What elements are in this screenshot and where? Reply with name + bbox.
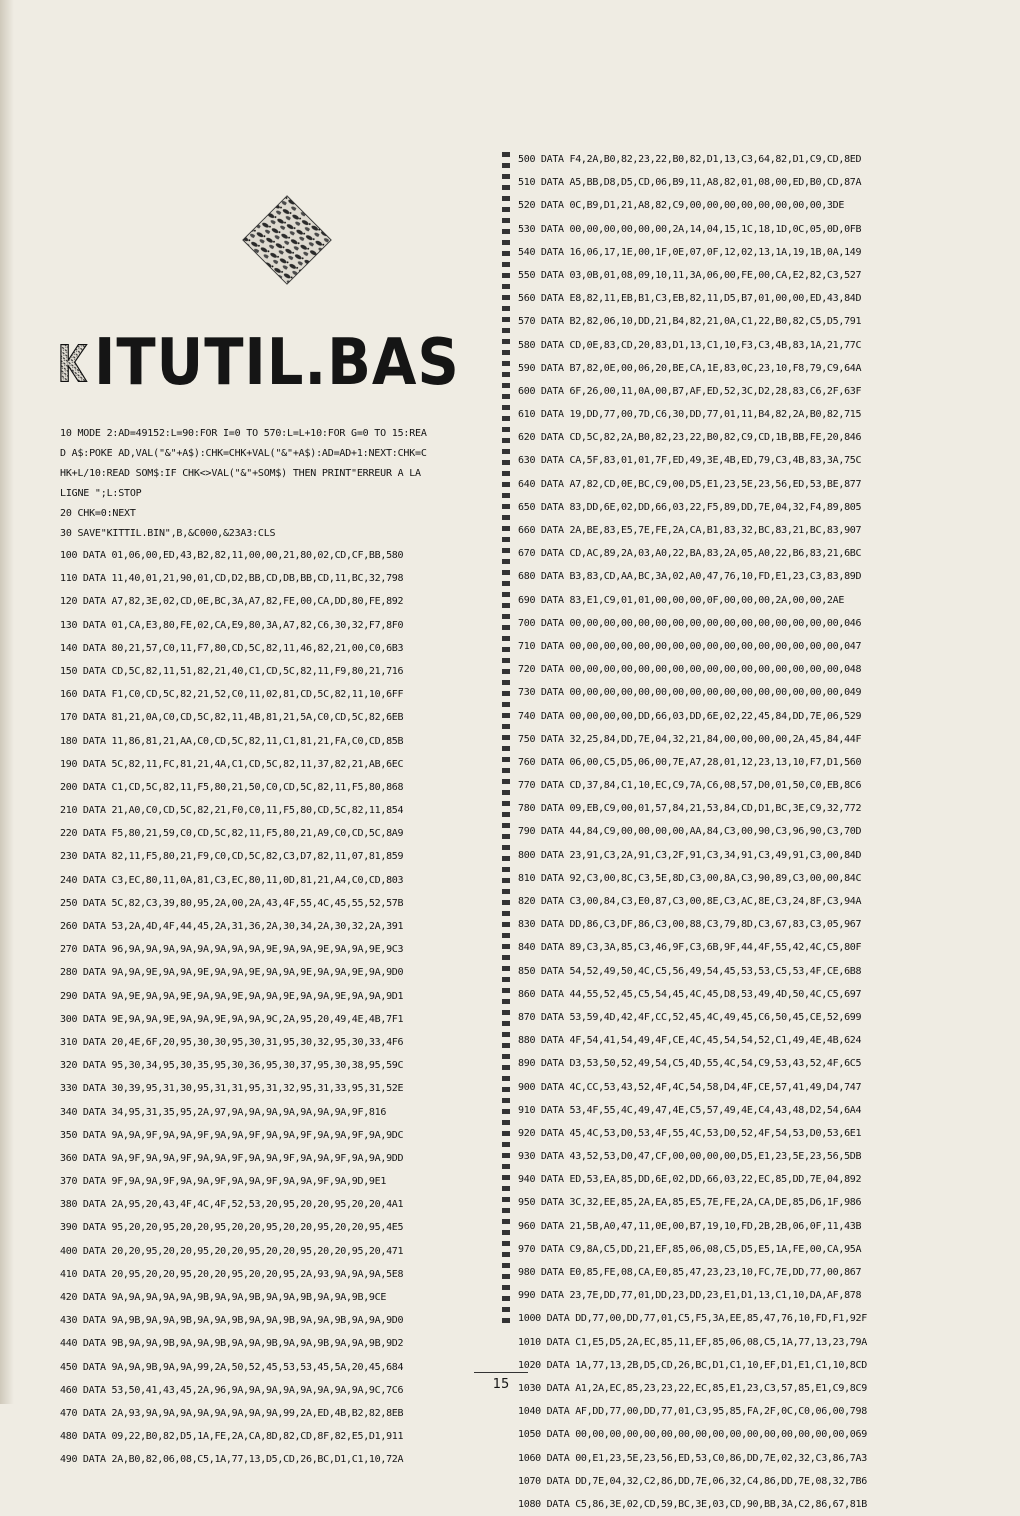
page-number: 15 bbox=[492, 1377, 510, 1392]
data-line: 180 DATA 11,86,81,21,AA,C0,CD,5C,82,11,C1,81,21,FA,C0,CD,85B bbox=[60, 735, 404, 747]
data-line: 510 DATA A5,BB,D8,D5,CD,06,B9,11,A8,82,01,08,00,ED,B0,CD,87A bbox=[518, 177, 862, 189]
data-line: 210 DATA 21,A0,C0,CD,5C,82,21,F0,C0,11,F5,80,CD,5C,82,11,854 bbox=[60, 805, 404, 817]
data-line: 640 DATA A7,82,CD,0E,BC,C9,00,D5,E1,23,5E,23,56,ED,53,BE,877 bbox=[518, 478, 862, 490]
data-line: 1030 DATA A1,2A,EC,85,23,23,22,EC,85,E1,23,C3,57,85,E1,C9,8C9 bbox=[518, 1382, 867, 1394]
code-line: HK+L/10:READ SOM$:IF CHK<>VAL("&"+SOM$) THEN PRINT"ERREUR A LA bbox=[60, 468, 421, 479]
data-line: 130 DATA 01,CA,E3,80,FE,02,CA,E9,80,3A,A7,82,C6,30,32,F7,8F0 bbox=[60, 619, 404, 631]
data-line: 580 DATA CD,0E,83,CD,20,83,D1,13,C1,10,F3,C3,4B,83,1A,21,77C bbox=[518, 339, 862, 351]
basic-program-header bbox=[60, 424, 496, 544]
data-line: 120 DATA A7,82,3E,02,CD,0E,BC,3A,A7,82,FE,00,CA,DD,80,FE,892 bbox=[60, 596, 404, 608]
data-line: 220 DATA F5,80,21,59,C0,CD,5C,82,11,F5,80,21,A9,C0,CD,5C,8A9 bbox=[60, 828, 404, 840]
data-line: 700 DATA 00,00,00,00,00,00,00,00,00,00,00,00,00,00,00,00,046 bbox=[518, 617, 862, 629]
data-line: 410 DATA 20,95,20,20,95,20,20,95,20,20,95,2A,93,9A,9A,9A,5E8 bbox=[60, 1268, 404, 1280]
data-line: 820 DATA C3,00,84,C3,E0,87,C3,00,8E,C3,AC,8E,C3,24,8F,C3,94A bbox=[518, 896, 862, 907]
data-line: 790 DATA 44,84,C9,00,00,00,00,AA,84,C3,00,90,C3,96,90,C3,70D bbox=[518, 826, 862, 838]
data-line: 1070 DATA DD,7E,04,32,C2,86,DD,7E,06,32,C4,86,DD,7E,08,32,7B6 bbox=[518, 1475, 867, 1487]
data-line: 540 DATA 16,06,17,1E,00,1F,0E,07,0F,12,02,13,1A,19,1B,0A,149 bbox=[518, 246, 862, 258]
data-line: 980 DATA E0,85,FE,08,CA,E0,85,47,23,23,10,FC,7E,DD,77,00,867 bbox=[518, 1267, 862, 1278]
data-line: 300 DATA 9E,9A,9A,9E,9A,9A,9E,9A,9A,9C,2A,95,20,49,4E,4B,7F1 bbox=[60, 1013, 404, 1025]
data-line: 810 DATA 92,C3,00,8C,C3,5E,8D,C3,00,8A,C3,90,89,C3,00,00,84C bbox=[518, 872, 862, 884]
data-line: 280 DATA 9A,9A,9E,9A,9A,9E,9A,9A,9E,9A,9A,9E,9A,9A,9E,9A,9D0 bbox=[60, 967, 404, 979]
data-line: 710 DATA 00,00,00,00,00,00,00,00,00,00,00,00,00,00,00,00,047 bbox=[518, 640, 862, 652]
data-line: 670 DATA CD,AC,89,2A,03,A0,22,BA,83,2A,05,A0,22,B6,83,21,6BC bbox=[518, 548, 862, 560]
data-line: 740 DATA 00,00,00,00,DD,66,03,DD,6E,02,22,45,84,DD,7E,06,529 bbox=[518, 710, 862, 722]
data-line: 1050 DATA 00,00,00,00,00,00,00,00,00,00,00,00,00,00,00,00,069 bbox=[518, 1429, 867, 1441]
data-line: 450 DATA 9A,9A,9B,9A,9A,99,2A,50,52,45,53,53,45,5A,20,45,684 bbox=[60, 1361, 404, 1373]
data-line: 590 DATA B7,82,0E,00,06,20,BE,CA,1E,83,0C,23,10,F8,79,C9,64A bbox=[518, 362, 862, 374]
data-line: 110 DATA 11,40,01,21,90,01,CD,D2,BB,CD,DB,BB,CD,11,BC,32,798 bbox=[60, 573, 404, 585]
code-line: 10 MODE 2:AD=49152:L=90:FOR I=0 TO 570:L=L+10:FOR G=0 TO 15:REA bbox=[60, 428, 427, 439]
data-line: 400 DATA 20,20,95,20,20,95,20,20,95,20,20,95,20,20,95,20,471 bbox=[60, 1245, 404, 1257]
data-line: 880 DATA 4F,54,41,54,49,4F,CE,4C,45,54,54,52,C1,49,4E,4B,624 bbox=[518, 1035, 862, 1047]
data-line: 620 DATA CD,5C,82,2A,B0,82,23,22,B0,82,C9,CD,1B,BB,FE,20,846 bbox=[518, 432, 862, 444]
title-text: ITUTIL.BAS bbox=[93, 326, 460, 400]
data-line: 340 DATA 34,95,31,35,95,2A,97,9A,9A,9A,9A,9A,9A,9A,9F,816 bbox=[60, 1106, 387, 1118]
data-line: 550 DATA 03,0B,01,08,09,10,11,3A,06,00,FE,00,CA,E2,82,C3,527 bbox=[518, 269, 862, 281]
data-line: 260 DATA 53,2A,4D,4F,44,45,2A,31,36,2A,30,34,2A,30,32,2A,391 bbox=[60, 921, 404, 932]
data-line: 1060 DATA 00,E1,23,5E,23,56,ED,53,C0,86,DD,7E,02,32,C3,86,7A3 bbox=[518, 1452, 867, 1464]
diamond-leaf-emblem bbox=[241, 194, 333, 286]
data-line: 190 DATA 5C,82,11,FC,81,21,4A,C1,CD,5C,82,11,37,82,21,AB,6EC bbox=[60, 758, 404, 770]
data-line: 100 DATA 01,06,00,ED,43,B2,82,11,00,00,21,80,02,CD,CF,BB,580 bbox=[60, 550, 404, 561]
data-line: 940 DATA ED,53,EA,85,DD,6E,02,DD,66,03,22,EC,85,DD,7E,04,892 bbox=[518, 1174, 862, 1186]
data-line: 610 DATA 19,DD,77,00,7D,C6,30,DD,77,01,11,B4,82,2A,B0,82,715 bbox=[518, 409, 862, 421]
data-line: 250 DATA 5C,82,C3,39,80,95,2A,00,2A,43,4F,55,4C,45,55,52,57B bbox=[60, 897, 404, 909]
data-line: 900 DATA 4C,CC,53,43,52,4F,4C,54,58,D4,4F,CE,57,41,49,D4,747 bbox=[518, 1081, 862, 1093]
code-line: 30 SAVE"KITTIL.BIN",B,&C000,&23A3:CLS bbox=[60, 528, 276, 539]
data-line: 800 DATA 23,91,C3,2A,91,C3,2F,91,C3,34,91,C3,49,91,C3,00,84D bbox=[518, 849, 862, 861]
data-line: 150 DATA CD,5C,82,11,51,82,21,40,C1,CD,5C,82,11,F9,80,21,716 bbox=[60, 665, 404, 677]
data-line: 560 DATA E8,82,11,EB,B1,C3,EB,82,11,D5,B7,01,00,00,ED,43,84D bbox=[518, 293, 862, 305]
data-line: 1020 DATA 1A,77,13,2B,D5,CD,26,BC,D1,C1,10,EF,D1,E1,C1,10,8CD bbox=[518, 1359, 867, 1371]
data-line: 690 DATA 83,E1,C9,01,01,00,00,00,0F,00,00,00,2A,00,00,2AE bbox=[518, 594, 845, 606]
data-line: 360 DATA 9A,9F,9A,9A,9F,9A,9A,9F,9A,9A,9F,9A,9A,9F,9A,9A,9DD bbox=[60, 1152, 404, 1164]
data-line: 910 DATA 53,4F,55,4C,49,47,4E,C5,57,49,4E,C4,43,48,D2,54,6A4 bbox=[518, 1104, 862, 1116]
data-line: 650 DATA 83,DD,6E,02,DD,66,03,22,F5,89,DD,7E,04,32,F4,89,805 bbox=[518, 501, 862, 513]
data-line: 1010 DATA C1,E5,D5,2A,EC,85,11,EF,85,06,08,C5,1A,77,13,23,79A bbox=[518, 1336, 867, 1348]
data-line: 330 DATA 30,39,95,31,30,95,31,31,95,31,32,95,31,33,95,31,52E bbox=[60, 1083, 404, 1095]
data-line: 530 DATA 00,00,00,00,00,00,2A,14,04,15,1C,18,1D,0C,05,0D,0FB bbox=[518, 223, 862, 235]
article-title bbox=[60, 318, 500, 408]
data-line: 840 DATA 89,C3,3A,85,C3,46,9F,C3,6B,9F,44,4F,55,42,4C,C5,80F bbox=[518, 942, 862, 954]
code-line: D A$:POKE AD,VAL("&"+A$):CHK=CHK+VAL("&"+A$):AD=AD+1:NEXT:CHK=C bbox=[60, 448, 427, 459]
data-line: 520 DATA 0C,B9,D1,21,A8,82,C9,00,00,00,00,00,00,00,00,3DE bbox=[518, 200, 845, 212]
data-line: 440 DATA 9B,9A,9A,9B,9A,9A,9B,9A,9A,9B,9A,9A,9B,9A,9A,9B,9D2 bbox=[60, 1338, 404, 1350]
data-line: 200 DATA C1,CD,5C,82,11,F5,80,21,50,C0,CD,5C,82,11,F5,80,868 bbox=[60, 781, 404, 793]
data-line: 720 DATA 00,00,00,00,00,00,00,00,00,00,00,00,00,00,00,00,048 bbox=[518, 664, 862, 676]
data-line: 140 DATA 80,21,57,C0,11,F7,80,CD,5C,82,11,46,82,21,00,C0,6B3 bbox=[60, 642, 404, 654]
data-line: 780 DATA 09,EB,C9,00,01,57,84,21,53,84,CD,D1,BC,3E,C9,32,772 bbox=[518, 803, 862, 815]
data-line: 1080 DATA C5,86,3E,02,CD,59,BC,3E,03,CD,90,BB,3A,C2,86,67,81B bbox=[518, 1498, 867, 1510]
data-line: 950 DATA 3C,32,EE,85,2A,EA,85,E5,7E,FE,2A,CA,DE,85,D6,1F,986 bbox=[518, 1197, 862, 1209]
data-line: 660 DATA 2A,BE,83,E5,7E,FE,2A,CA,B1,83,32,BC,83,21,BC,83,907 bbox=[518, 525, 862, 536]
data-line: 1040 DATA AF,DD,77,00,DD,77,01,C3,95,85,FA,2F,0C,C0,06,00,798 bbox=[518, 1406, 867, 1418]
data-line: 760 DATA 06,00,C5,D5,06,00,7E,A7,28,01,12,23,13,10,F7,D1,560 bbox=[518, 756, 862, 768]
code-line: LIGNE ";L:STOP bbox=[60, 488, 142, 499]
data-line: 310 DATA 20,4E,6F,20,95,30,30,95,30,31,95,30,32,95,30,33,4F6 bbox=[60, 1036, 404, 1048]
data-line: 430 DATA 9A,9B,9A,9A,9B,9A,9A,9B,9A,9A,9B,9A,9A,9B,9A,9A,9D0 bbox=[60, 1315, 404, 1327]
data-line: 230 DATA 82,11,F5,80,21,F9,C0,CD,5C,82,C3,D7,82,11,07,81,859 bbox=[60, 851, 404, 863]
data-line: 240 DATA C3,EC,80,11,0A,81,C3,EC,80,11,0D,81,21,A4,C0,CD,803 bbox=[60, 874, 404, 886]
data-line: 390 DATA 95,20,20,95,20,20,95,20,20,95,20,20,95,20,20,95,4E5 bbox=[60, 1222, 404, 1234]
data-line: 860 DATA 44,55,52,45,C5,54,45,4C,45,D8,53,49,4D,50,4C,C5,697 bbox=[518, 988, 862, 1000]
ornamental-initial-k bbox=[60, 321, 88, 405]
data-line: 920 DATA 45,4C,53,D0,53,4F,55,4C,53,D0,52,4F,54,53,D0,53,6E1 bbox=[518, 1127, 862, 1139]
data-line: 170 DATA 81,21,0A,C0,CD,5C,82,11,4B,81,21,5A,C0,CD,5C,82,6EB bbox=[60, 712, 404, 724]
data-line: 730 DATA 00,00,00,00,00,00,00,00,00,00,00,00,00,00,00,00,049 bbox=[518, 687, 862, 699]
data-line: 370 DATA 9F,9A,9A,9F,9A,9A,9F,9A,9A,9F,9A,9A,9F,9A,9D,9E1 bbox=[60, 1176, 387, 1188]
page-binding-shadow bbox=[0, 0, 14, 1404]
data-line: 890 DATA D3,53,50,52,49,54,C5,4D,55,4C,54,C9,53,43,52,4F,6C5 bbox=[518, 1058, 862, 1070]
data-line: 970 DATA C9,8A,C5,DD,21,EF,85,06,08,C5,D5,E5,1A,FE,00,CA,95A bbox=[518, 1243, 862, 1255]
data-line: 320 DATA 95,30,34,95,30,35,95,30,36,95,30,37,95,30,38,95,59C bbox=[60, 1060, 404, 1072]
data-line: 490 DATA 2A,B0,82,06,08,C5,1A,77,13,D5,CD,26,BC,D1,C1,10,72A bbox=[60, 1454, 404, 1466]
data-line: 470 DATA 2A,93,9A,9A,9A,9A,9A,9A,9A,9A,99,2A,ED,4B,B2,82,8EB bbox=[60, 1407, 404, 1419]
data-line: 460 DATA 53,50,41,43,45,2A,96,9A,9A,9A,9A,9A,9A,9A,9A,9C,7C6 bbox=[60, 1384, 404, 1396]
data-line: 990 DATA 23,7E,DD,77,01,DD,23,DD,23,E1,D1,13,C1,10,DA,AF,878 bbox=[518, 1290, 862, 1302]
data-listing-right-column bbox=[518, 148, 958, 1516]
data-line: 930 DATA 43,52,53,D0,47,CF,00,00,00,00,D5,E1,23,5E,23,56,5DB bbox=[518, 1151, 862, 1163]
code-line: 20 CHK=0:NEXT bbox=[60, 508, 136, 519]
data-line: 630 DATA CA,5F,83,01,01,7F,ED,49,3E,4B,ED,79,C3,4B,83,3A,75C bbox=[518, 455, 862, 467]
data-line: 830 DATA DD,86,C3,DF,86,C3,00,88,C3,79,8D,C3,67,83,C3,05,967 bbox=[518, 919, 862, 931]
column-separator-perforation bbox=[502, 152, 510, 1328]
data-line: 290 DATA 9A,9E,9A,9A,9E,9A,9A,9E,9A,9A,9E,9A,9A,9E,9A,9A,9D1 bbox=[60, 990, 404, 1002]
footer-rule bbox=[474, 1372, 528, 1373]
data-line: 160 DATA F1,C0,CD,5C,82,21,52,C0,11,02,81,CD,5C,82,11,10,6FF bbox=[60, 689, 404, 701]
data-line: 600 DATA 6F,26,00,11,0A,00,B7,AF,ED,52,3C,D2,28,83,C6,2F,63F bbox=[518, 385, 862, 397]
data-line: 850 DATA 54,52,49,50,4C,C5,56,49,54,45,53,53,C5,53,4F,CE,6B8 bbox=[518, 965, 862, 977]
data-line: 750 DATA 32,25,84,DD,7E,04,32,21,84,00,00,00,00,2A,45,84,44F bbox=[518, 733, 862, 745]
data-line: 500 DATA F4,2A,B0,82,23,22,B0,82,D1,13,C3,64,82,D1,C9,CD,8ED bbox=[518, 154, 862, 165]
data-line: 380 DATA 2A,95,20,43,4F,4C,4F,52,53,20,95,20,20,95,20,20,4A1 bbox=[60, 1199, 404, 1211]
data-line: 960 DATA 21,5B,A0,47,11,0E,00,B7,19,10,FD,2B,2B,06,0F,11,43B bbox=[518, 1220, 862, 1232]
data-line: 1000 DATA DD,77,00,DD,77,01,C5,F5,3A,EE,85,47,76,10,FD,F1,92F bbox=[518, 1313, 867, 1325]
data-line: 350 DATA 9A,9A,9F,9A,9A,9F,9A,9A,9F,9A,9A,9F,9A,9A,9F,9A,9DC bbox=[60, 1129, 404, 1141]
data-line: 770 DATA CD,37,84,C1,10,EC,C9,7A,C6,08,57,D0,01,50,C0,EB,8C6 bbox=[518, 780, 862, 792]
data-line: 420 DATA 9A,9A,9A,9A,9A,9B,9A,9A,9B,9A,9A,9B,9A,9A,9B,9CE bbox=[60, 1292, 387, 1303]
data-line: 870 DATA 53,59,4D,42,4F,CC,52,45,4C,49,45,C6,50,45,CE,52,699 bbox=[518, 1011, 862, 1023]
data-line: 570 DATA B2,82,06,10,DD,21,B4,82,21,0A,C1,22,B0,82,C5,D5,791 bbox=[518, 316, 862, 328]
data-line: 480 DATA 09,22,B0,82,D5,1A,FE,2A,CA,8D,82,CD,8F,82,E5,D1,911 bbox=[60, 1431, 404, 1443]
data-line: 270 DATA 96,9A,9A,9A,9A,9A,9A,9A,9A,9E,9A,9A,9E,9A,9A,9E,9C3 bbox=[60, 944, 404, 956]
data-listing-left-column bbox=[60, 544, 496, 1472]
data-line: 680 DATA B3,83,CD,AA,BC,3A,02,A0,47,76,10,FD,E1,23,C3,83,89D bbox=[518, 571, 862, 583]
